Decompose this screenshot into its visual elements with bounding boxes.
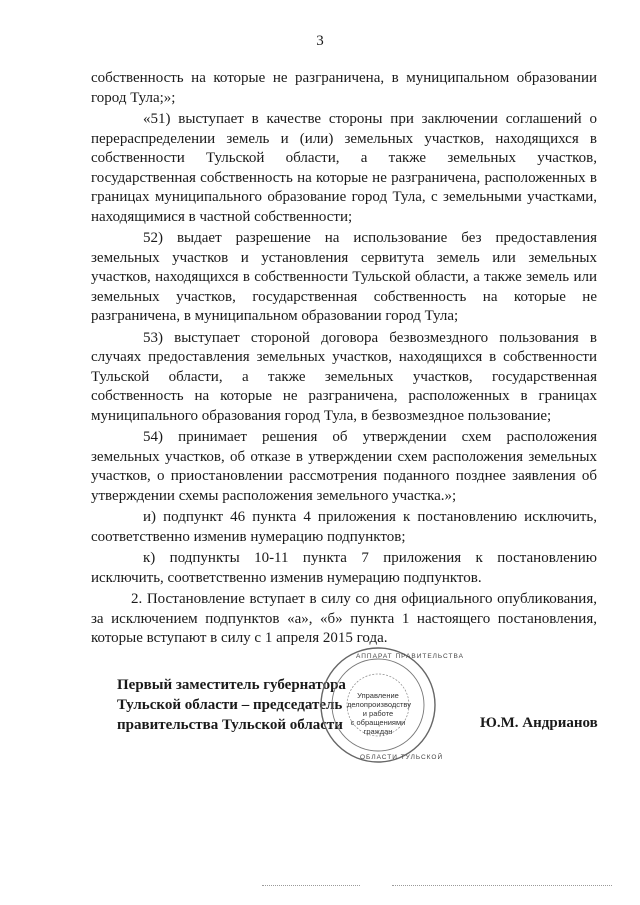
- signature-block: [117, 675, 346, 735]
- paragraph-item-2: 2. Постановление вступает в силу со дня официального опубликования, за исключением подпунктов «а», «б» пункта 1 настоящего постановления, которые вступают в силу с 1 апреля 2015 года.: [91, 591, 597, 646]
- stamp-line: делопроизводству: [347, 700, 411, 709]
- paragraph-item-54: 54) принимает решения об утверждении схем расположения земельных участков, об отказе в утверждении схем расположения земельных участков, о приостановлении рассмотрения поданного позднее заявления об утверждении схемы расположения земельного участка.»;: [91, 429, 597, 504]
- stamp-center-text: [347, 691, 409, 736]
- paragraph-item-53: 53) выступает стороной договора безвозмездного пользования в случаях предоставления земельных участков, находящихся в собственности Тульской области, а также земельных участков, государственная собственность на которые не разграничена, расположенных в границах муниципального образования город Тула, в безвозмездное пользование;: [91, 329, 597, 424]
- stamp-line: граждан: [363, 727, 393, 736]
- page-number: 3: [316, 33, 324, 49]
- stamp-line: Управление: [357, 691, 399, 700]
- paragraph-item-52: 52) выдает разрешение на использование без предоставления земельных участков и установления сервитута земель или земельных участков, находящихся в собственности Тульской области, а также земель или земельных участков, государственная собственность на которые не разграничена, в муниципальном образовании город Тула;: [91, 230, 597, 324]
- signature-title-line: Тульской области – председатель: [117, 697, 343, 713]
- stamp-edge-text: АППАРАТ ПРАВИТЕЛЬСТВА: [356, 653, 464, 660]
- scan-artifact-line: [262, 885, 360, 887]
- stamp-edge-text: ОБЛАСТИ ТУЛЬСКОЙ: [360, 754, 444, 761]
- paragraph-item-k: к) подпункты 10-11 пункта 7 приложения к постановлению исключить, соответственно изменив нумерацию подпунктов.: [91, 550, 597, 586]
- paragraph-item-i: и) подпункт 46 пункта 4 приложения к постановлению исключить, соответственно изменив нумерацию подпунктов;: [91, 509, 597, 545]
- paragraph-item-51: «51) выступает в качестве стороны при заключении соглашений о перераспределении земель и (или) земельных участков, находящихся в собственности Тульской области, а также земельных участков, государственная собственность на которые не разграничена, расположенных в границах муниципального образование город Тула, с земельными участками, находящимися в частной собственности;: [91, 111, 597, 225]
- stamp-line: с обращениями: [350, 718, 406, 727]
- signature-title-line: правительства Тульской области: [117, 717, 343, 733]
- document-body: [91, 69, 597, 649]
- stamp-line: и работе: [362, 709, 394, 718]
- scan-artifact-line: [392, 885, 612, 887]
- signatory-name: Ю.М. Андрианов: [480, 715, 598, 731]
- paragraph-continuation: собственность на которые не разграничена, в муниципальном образовании город Тула;»;: [91, 70, 597, 106]
- signature-title-line: Первый заместитель губернатора: [117, 677, 346, 693]
